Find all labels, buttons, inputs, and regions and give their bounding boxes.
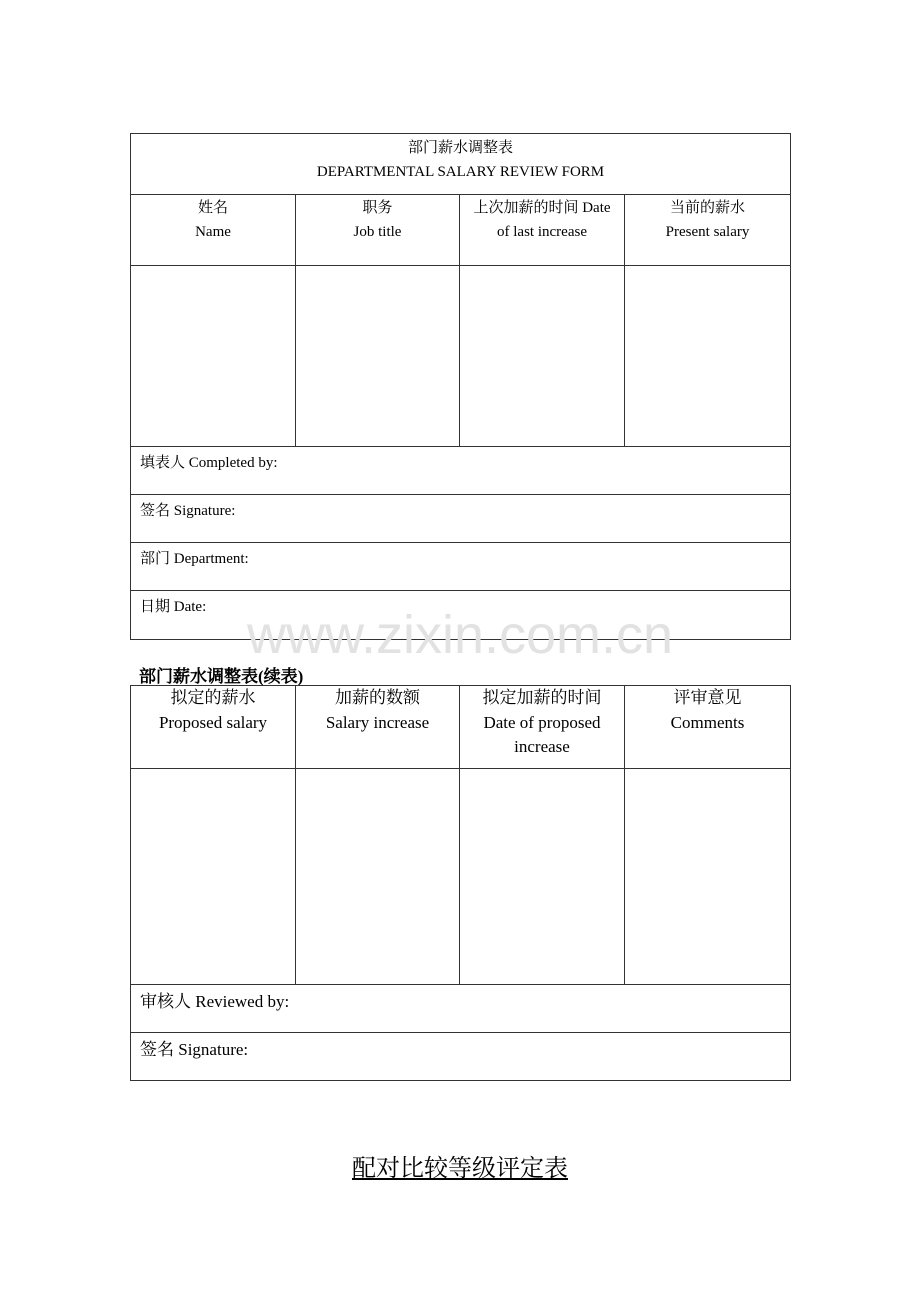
salary-increase-entry-cell[interactable] — [296, 769, 460, 985]
last-increase-entry-cell[interactable] — [460, 266, 625, 447]
header-proposed-date: 拟定加薪的时间 Date of proposed increase — [460, 686, 625, 769]
header-last-increase-date: 上次加薪的时间 Date of last increase — [460, 195, 625, 266]
form-title-cell — [131, 134, 791, 195]
form-title-en: DEPARTMENTAL SALARY REVIEW FORM — [316, 164, 605, 180]
salary-review-form — [130, 133, 791, 640]
present-salary-entry-cell[interactable] — [625, 266, 791, 447]
header-proposed-salary: 拟定的薪水 Proposed salary — [131, 686, 296, 769]
date-field[interactable]: 日期 Date: — [131, 591, 791, 640]
header-salary-increase: 加薪的数额 Salary increase — [296, 686, 460, 769]
header-job-title: 职务 Job title — [296, 195, 460, 266]
paired-comparison-title: 配对比较等级评定表 — [352, 1154, 568, 1182]
name-entry-cell[interactable] — [131, 266, 296, 447]
reviewed-by-field[interactable]: 审核人 Reviewed by: — [131, 985, 791, 1033]
job-title-entry-cell[interactable] — [296, 266, 460, 447]
reviewer-signature-field[interactable]: 签名 Signature: — [131, 1033, 791, 1081]
proposed-salary-entry-cell[interactable] — [131, 769, 296, 985]
continuation-heading: 部门薪水调整表(续表) — [139, 667, 304, 687]
department-field[interactable]: 部门 Department: — [131, 543, 791, 591]
header-present-salary: 当前的薪水 Present salary — [625, 195, 791, 266]
completed-by-field[interactable]: 填表人 Completed by: — [131, 447, 791, 495]
form-title-cn: 部门薪水调整表 — [408, 140, 514, 156]
signature-field[interactable]: 签名 Signature: — [131, 495, 791, 543]
header-comments: 评审意见 Comments — [625, 686, 791, 769]
proposed-date-entry-cell[interactable] — [460, 769, 625, 985]
header-name: 姓名 Name — [131, 195, 296, 266]
salary-review-form-continued — [130, 685, 791, 1081]
watermark: www.zixin.com.cn — [246, 605, 674, 665]
comments-entry-cell[interactable] — [625, 769, 791, 985]
